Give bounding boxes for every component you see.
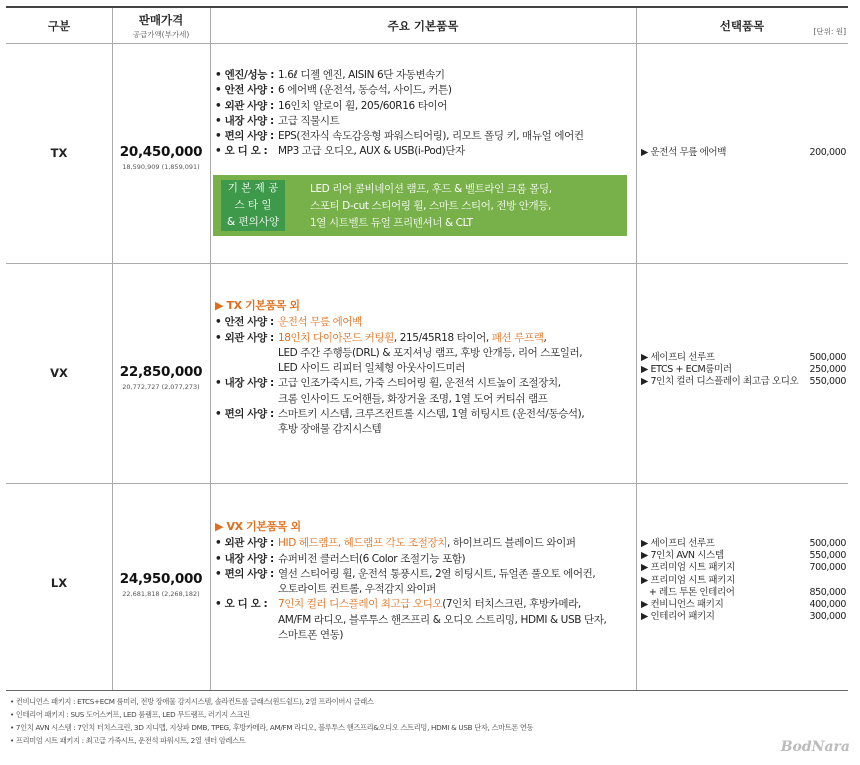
footnote: • 컨비니언스 패키지 : ETCS+ECM 룸미러, 전방 장애물 감지시스템, 솔라컨트롤 글래스(윈드쉴드), 2열 프라이버시 글래스: [10, 697, 374, 706]
table-bottom-border: [6, 690, 848, 691]
unit-label: [단위: 원]: [813, 27, 846, 36]
header-divider: [6, 43, 848, 44]
header-options: 선택품목: [719, 18, 765, 33]
watermark-logo: BodNara: [780, 739, 850, 755]
style-package-label: 기 본 제 공 스 타 일 & 편의사양: [221, 180, 285, 231]
trim-name: LX: [50, 576, 68, 590]
style-package-text: LED 리어 콤비네이션 램프, 후드 & 벨트라인 크롬 몰딩, 스포티 D-cut 스티어링 휠, 스마트 스티어, 전방 안개등, 1열 시트벨트 듀얼 프리텐셔너 & CLT: [310, 183, 552, 229]
footnote: • 프리미엄 시트 패키지 : 최고급 가죽시트, 운전석 파워시트, 2열 센터 암레스트: [10, 736, 246, 745]
footnote: • 7인치 AVN 시스템 : 7인치 터치스크린, 3D 지니맵, 지상파 DMB, TPEG, 후방카메라, AM/FM 라디오, 블루투스 핸즈프리&오디오 스트리밍, HDMI & USB 단자, 스마트폰 연동: [10, 723, 534, 732]
trim-price: 20,450,000 18,590,909 (1,859,091): [119, 144, 203, 171]
option-item: ▶ 세이프티 선루프 500,000: [641, 538, 846, 549]
option-item: ▶ 7인치 AVN 시스템 550,000: [641, 550, 846, 562]
feature-list: • 엔진/성능 : 1.6ℓ 디젤 엔진, AISIN 6단 자동변속기 • 안전 사양 : 6 에어백 (운전석, 동승석, 사이드, 커튼) • 외관 사양 : 16인치 알로이 휠, 205/60R16 타이어 • 내장 사양 : 고급 직물시트 • 편의 사양 : EPS(전자식 속도감응형 파워스티어링), 리모트 폴딩 키, 매뉴얼 에어컨 • 오 디 오 : MP3 고급 오디오, AUX & USB(i-Pod)단자: [215, 69, 584, 158]
footnote: • 인테리어 패키지 : SUS 도어스커프, LED 룸램프, LED 무드램프, 러기지 스크린: [10, 710, 250, 719]
option-list: [641, 147, 849, 159]
trim-name: TX: [50, 146, 68, 160]
option-item: ▶ 7인치 컬러 디스플레이 최고급 오디오 550,000: [641, 376, 846, 388]
feature-list: ▶ VX 기본품목 외 • 외관 사양 : HID 헤드램프, 헤드램프 각도 조절장치, 하이브리드 블레이드 와이퍼 • 내장 사양 : 슈퍼비전 클러스터(6 Color 조절기능 포함) • 편의 사양 : 열선 스티어링 휠, 운전석 통풍시트, 2열 히팅시트, 듀얼존 풀오토 에어컨, 오토라이트 컨트롤, 우적감지 와이퍼 • 오 디 오 : 7인치 컬러 디스플레이 최고급 오디오(7인치 터치스크린, 후방카메라, AM/FM 라디오, 블루투스 핸즈프리 & 오디오 스트리밍, HDMI & USB 단자, 스마트폰 연동): [215, 520, 607, 642]
header-trim: 구분: [47, 18, 71, 33]
column-divider: [636, 8, 637, 690]
option-item: + 레드 투톤 인테리어 850,000: [641, 586, 846, 598]
trim-name: VX: [50, 366, 68, 380]
option-item: ▶ 세이프티 선루프 500,000: [641, 352, 846, 363]
row-divider: [6, 263, 848, 264]
trim-price: 22,850,000 20,772,727 (2,077,273): [119, 364, 203, 391]
header-price: 판매가격 공급가액(부가세): [132, 12, 190, 39]
footnotes: [10, 695, 533, 747]
trim-price: 24,950,000 22,681,818 (2,268,182): [119, 571, 203, 598]
feature-list: ▶ TX 기본품목 외 • 안전 사양 : 운전석 무릎 에어백 • 외관 사양 : 18인치 다이아몬드 커팅휠, 215/45R18 타이어, 패션 루프랙, LED 주간 주행등(DRL) & 포지셔닝 램프, 후방 안개등, 리어 스포일러, LED 사이드 리피터 일체형 아웃사이드미러 • 내장 사양 : 고급 인조가죽시트, 가죽 스티어링 휠, 운전석 시트높이 조절장치, 크롬 인사이드 도어핸들, 화장거울 조명, 1열 도어 커티쉬 램프 • 편의 사양 : 스마트키 시스템, 크루즈컨트롤 시스템, 1열 히팅시트 (운전석/동승석), 후방 장애물 감지시스템: [215, 299, 585, 436]
option-item: ▶ 인테리어 패키지 300,000: [641, 611, 846, 623]
row-divider: [6, 483, 848, 484]
option-item: ▶ 운전석 무릎 에어백 200,000: [641, 147, 846, 158]
option-item: ▶ 프리미엄 시트 패키지 700,000: [641, 562, 846, 574]
option-list: [641, 352, 849, 389]
option-list: [641, 538, 849, 623]
option-item: ▶ 컨비니언스 패키지 400,000: [641, 599, 846, 611]
option-item: ▶ 프리미엄 시트 패키지: [641, 574, 735, 586]
column-divider: [210, 8, 211, 690]
option-item: ▶ ETCS + ECM룸미러 250,000: [641, 364, 846, 376]
header-features: 주요 기본품목: [387, 18, 459, 33]
